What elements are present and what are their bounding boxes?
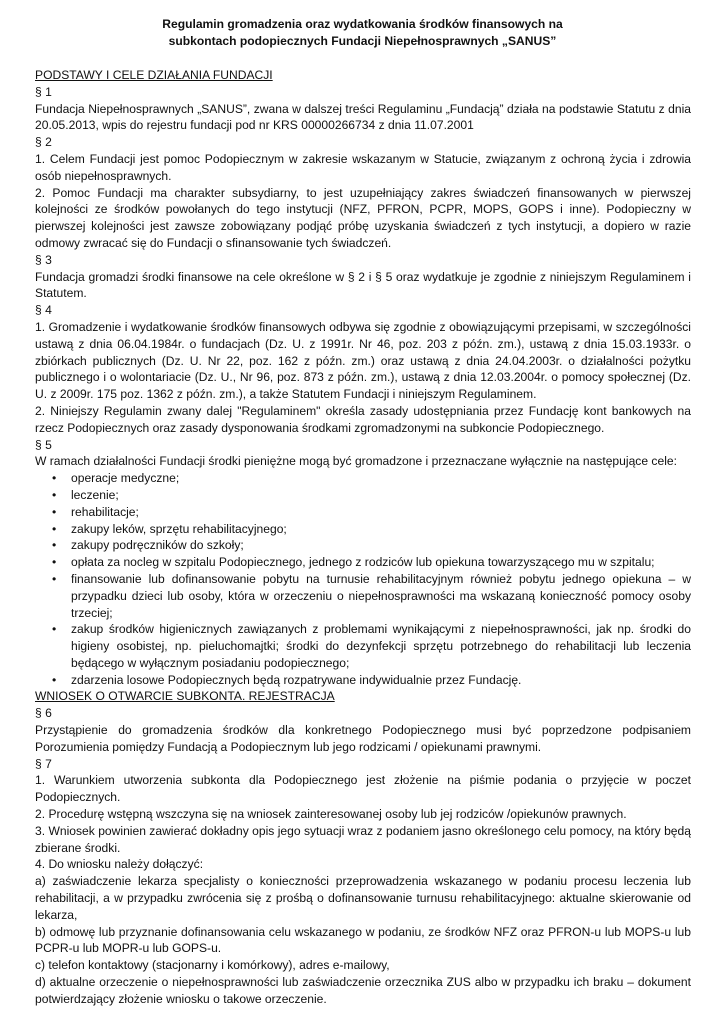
title-line-2: subkontach podopiecznych Fundacji Niepełnosprawnych „SANUS” <box>168 34 557 48</box>
document-body <box>35 67 691 1008</box>
paragraph-4-point-2: 2. Niniejszy Regulamin zwany dalej "Regulaminem" określa zasady udostępniania przez Fundację kont bankowych na rzecz Podopiecznych oraz zasady dysponowania środkami zgromadzonymi na subkoncie Podopiecznego. <box>35 403 691 435</box>
paragraph-mark-2: § 2 <box>35 135 52 150</box>
paragraph-7-point-1: 1. Warunkiem utworzenia subkonta dla Podopiecznego jest złożenie na piśmie podania o przyjęcie w poczet Podopiecznych. <box>35 773 691 805</box>
paragraph-mark-1: § 1 <box>35 84 52 99</box>
list-item: • opłata za nocleg w szpitalu Podopiecznego, jednego z rodziców lub opiekuna towarzyszącego mu w szpitalu; <box>71 554 691 571</box>
paragraph-mark-6: § 6 <box>35 706 52 721</box>
paragraph-7-item-b: b) odmowę lub przyznanie dofinansowania celu wskazanego w podaniu, ze środków NFZ oraz PFRON-u lub MOPS-u lub PCPR-u lub MOPR-u lub GOPS-u. <box>35 924 691 956</box>
section-heading-application: WNIOSEK O OTWARCIE SUBKONTA. REJESTRACJA <box>35 689 335 704</box>
paragraph-mark-7: § 7 <box>35 756 52 771</box>
paragraph-mark-4: § 4 <box>35 303 52 318</box>
paragraph-2-point-2: 2. Pomoc Fundacji ma charakter subsydiarny, to jest uzupełniający zakres świadczeń finansowanych w pierwszej kolejności ze środków powołanych do tego instytucji (NFZ, PFRON, PCPR, MOPS, GOPS i inne). Podopieczny w pierwszej kolejności jest zawsze zobowiązany podjąć próbę uzyskania świadczeń z tych instytucji, a dopiero w razie odmowy zwracać się do Fundacji o sfinansowanie tych świadczeń. <box>35 185 691 250</box>
list-item: • rehabilitacje; <box>71 504 691 521</box>
paragraph-mark-3: § 3 <box>35 252 52 267</box>
paragraph-7-item-c: c) telefon kontaktowy (stacjonarny i komórkowy), adres e-mailowy, <box>35 958 390 973</box>
section-heading-basics: PODSTAWY I CELE DZIAŁANIA FUNDACJI <box>35 68 273 82</box>
list-item: • zakupy leków, sprzętu rehabilitacyjnego; <box>71 521 691 538</box>
list-item: • zakupy podręczników do szkoły; <box>71 537 691 554</box>
paragraph-4-point-1: 1. Gromadzenie i wydatkowanie środków finansowych odbywa się zgodnie z obowiązującymi przepisami, w szczególności ustawą z dnia 06.04.1984r. o fundacjach (Dz. U. z 1991r. Nr 46, poz. 203 z późn. zm.), ustawą z dnia 15.03.1933r. o zbiórkach publicznych (Dz. U. Nr 22, poz. 162 z późn. zm.) oraz ustawą z dnia 24.04.2003r. o działalności pożytku publicznego i o wolontariacie (Dz. U., Nr 96, poz. 873 z późn. zm.), ustawą z dnia 12.03.2004r. o pomocy społecznej (Dz. U. z 2009r. 175 poz. 1362 z późn. zm.), a także Statutem Fundacji i niniejszym Regulaminem. <box>35 319 691 402</box>
list-item: • zdarzenia losowe Podopiecznych będą rozpatrywane indywidualnie przez Fundację. <box>71 672 691 689</box>
paragraph-7-point-3: 3. Wniosek powinien zawierać dokładny opis jego sytuacji wraz z podaniem jasno określonego celu pomocy, na który będą zbierane środki. <box>35 823 691 855</box>
paragraph-3-text: Fundacja gromadzi środki finansowe na cele określone w § 2 i § 5 oraz wydatkuje je zgodnie z niniejszym Regulaminem i Statutem. <box>35 269 691 301</box>
list-item: • leczenie; <box>71 487 691 504</box>
paragraph-7-item-a: a) zaświadczenie lekarza specjalisty o konieczności przeprowadzenia wskazanego w podaniu procesu leczenia lub rehabilitacji, a w przypadku zwrócenia się z prośbą o dofinansowanie turnusu rehabilitacyjnego: aktualne skierowanie od lekarza, <box>35 874 691 922</box>
paragraph-7-item-d: d) aktualne orzeczenie o niepełnosprawności lub zaświadczenie orzecznika ZUS albo w przypadku ich braku – dokument potwierdzający złożenie wniosku o takowe orzeczenie. <box>35 975 691 1006</box>
list-item: • finansowanie lub dofinansowanie pobytu na turnusie rehabilitacyjnym również pobytu jednego opiekuna – w przypadku dzieci lub osoby, która w orzeczeniu o niepełnosprawności ma wskazaną konieczność pomocy osoby trzeciej; <box>71 571 691 621</box>
paragraph-5-text: W ramach działalności Fundacji środki pieniężne mogą być gromadzone i przeznaczane wyłącznie na następujące cele: <box>35 454 677 469</box>
title-line-1: Regulamin gromadzenia oraz wydatkowania środków finansowych na <box>162 17 563 31</box>
paragraph-mark-5: § 5 <box>35 437 52 452</box>
document-title <box>0 16 725 50</box>
paragraph-2-point-1: 1. Celem Fundacji jest pomoc Podopiecznym w zakresie wskazanym w Statucie, związanym z ochroną życia i zdrowia osób niepełnosprawnych. <box>35 151 691 183</box>
paragraph-7-point-2: 2. Procedurę wstępną wszczyna się na wniosek zainteresowanej osoby lub jej rodziców /opiekunów prawnych. <box>35 807 627 822</box>
list-item: • operacje medyczne; <box>71 470 691 487</box>
paragraph-1-text: Fundacja Niepełnosprawnych „SANUS”, zwana w dalszej treści Regulaminu „Fundacją” działa na podstawie Statutu z dnia 20.05.2013, wpis do rejestru fundacji pod nr KRS 00000266734 z dnia 11.07.2001 <box>35 101 691 133</box>
paragraph-6-text: Przystąpienie do gromadzenia środków dla konkretnego Podopiecznego musi być poprzedzone podpisaniem Porozumienia pomiędzy Fundacją a Podopiecznym lub jego rodzicami / opiekunami prawnymi. <box>35 723 691 754</box>
paragraph-7-point-4: 4. Do wniosku należy dołączyć: <box>35 857 204 872</box>
purpose-list <box>35 470 691 688</box>
list-item: • zakup środków higienicznych zawiązanych z problemami wynikającymi z niepełnosprawności, jak np. środki do higieny osobistej, np. pieluchomajtki; środki do dezynfekcji sprzętu potrzebnego do rehabilitacji lub leczenia będącego w wyłącznym posiadaniu podopiecznego; <box>71 621 691 671</box>
